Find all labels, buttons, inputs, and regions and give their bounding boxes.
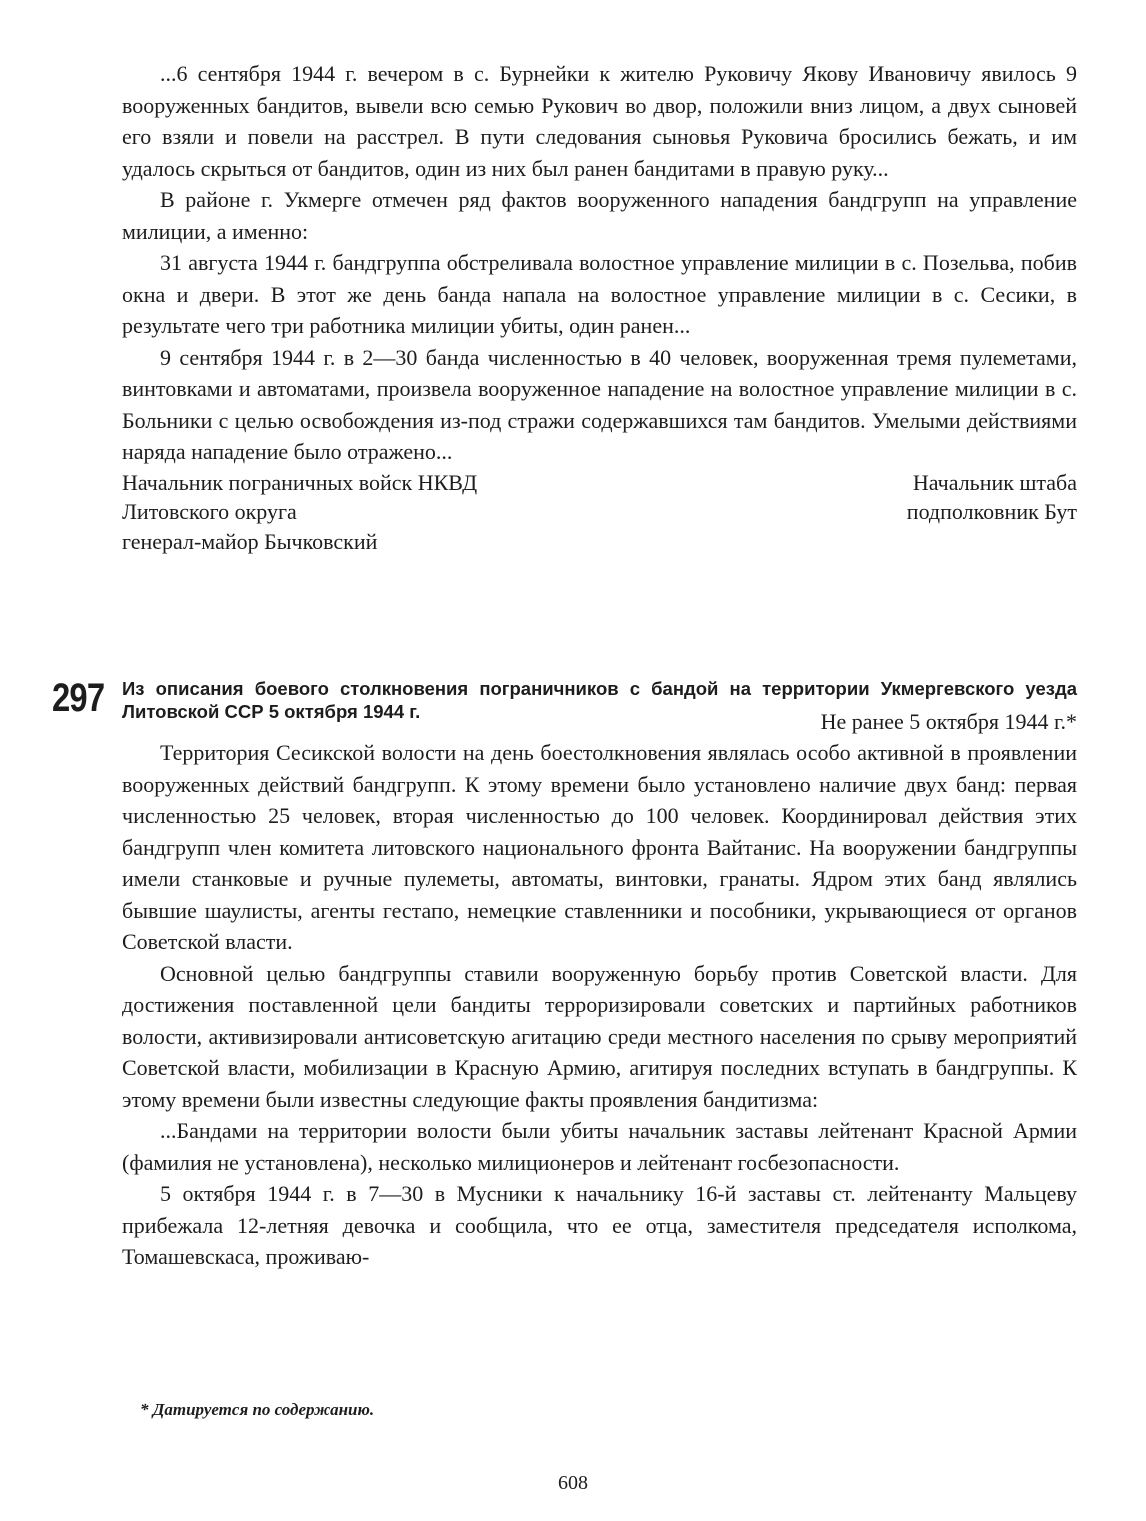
document-body — [122, 737, 1077, 1273]
document-date: Не ранее 5 октября 1944 г.* — [820, 709, 1077, 734]
signature-line: Литовского округа — [122, 499, 297, 524]
paragraph: ...Бандами на территории волости были убиты начальник заставы лейтенант Красной Армии (фамилия не установлена), несколько милиционеров и лейтенант госбезопасности. — [122, 1118, 1077, 1175]
signature-line: генерал-майор Бычковский — [122, 528, 378, 554]
signature-right — [907, 468, 1077, 557]
page-number: 608 — [558, 1472, 588, 1494]
signature-left — [122, 468, 477, 557]
footnote: * Датируется по содержанию. — [140, 1400, 375, 1419]
paragraph: 31 августа 1944 г. бандгруппа обстреливала волостное управление милиции в с. Позельва, побив окна и двери. В этот же день банда напала на волостное управление милиции в с. Сесики, в результате чего три работника милиции убиты, один ранен... — [122, 250, 1077, 338]
signature-line: подполковник Бут — [906, 499, 1077, 524]
signature-block — [122, 468, 1077, 557]
paragraph: ...6 сентября 1944 г. вечером в с. Бурнейки к жителю Руковичу Якову Ивановичу явилось 9 вооруженных бандитов, вывели всю семью Рукович во двор, положили вниз лицом, а двух сыновей его взяли и повели на расстрел. В пути следования сыновья Руковича бросились бежать, и им удалось скрыться от бандитов, один из них был ранен бандитами в правую руку... — [122, 61, 1077, 181]
paragraph: 9 сентября 1944 г. в 2—30 банда численностью в 40 человек, вооруженная тремя пулеметами, винтовками и автоматами, произвела вооруженное нападение на волостное управление милиции в с. Больники с целью освобождения из-под стражи содержавшихся там бандитов. Умелыми действиями наряда нападение было отражено... — [122, 344, 1077, 464]
paragraph: В районе г. Укмерге отмечен ряд фактов вооруженного нападения бандгрупп на управление милиции, а именно: — [122, 187, 1077, 244]
signature-line: Начальник штаба — [912, 469, 1077, 495]
paragraph: Территория Сесикской волости на день боестолкновения являлась особо активной в проявлении вооруженных действий бандгрупп. К этому времени было установлено наличие двух банд: первая численностью 25 человек, вторая численностью до 100 человек. Координировал действия этих бандгрупп член комитета литовского национального фронта Вайтанис. На вооружении бандгруппы имели станковые и ручные пулеметы, автоматы, винтовки, гранаты. Ядром этих банд являлись бывшие шаулисты, агенты гестапо, немецкие ставленники и пособники, укрывающиеся от органов Советской власти. — [122, 740, 1077, 954]
document-number: 297 — [52, 676, 105, 720]
paragraph: 5 октября 1944 г. в 7—30 в Мусники к начальнику 16-й заставы ст. лейтенанту Мальцеву прибежала 12-летняя девочка и сообщила, что ее отца, заместителя председателя исполкома, Томашевскаса, проживаю- — [122, 1181, 1077, 1269]
signature-line: Начальник пограничных войск НКВД — [122, 469, 478, 495]
document-heading: Из описания боевого столкновения пограничников с бандой на территории Укмергевского уезда Литовской ССР 5 октября 1944 г. — [122, 678, 1077, 722]
paragraph: Основной целью бандгруппы ставили вооруженную борьбу против Советской власти. Для достижения поставленной цели бандиты терроризировали советских и партийных работников волости, активизировали антисоветскую агитацию среди местного населения по срыву мероприятий Советской власти, мобилизации в Красную Армию, агитируя последних вступать в бандгруппы. К этому времени были известны следующие факты проявления бандитизма: — [122, 960, 1077, 1112]
excerpt-block — [122, 58, 1077, 556]
